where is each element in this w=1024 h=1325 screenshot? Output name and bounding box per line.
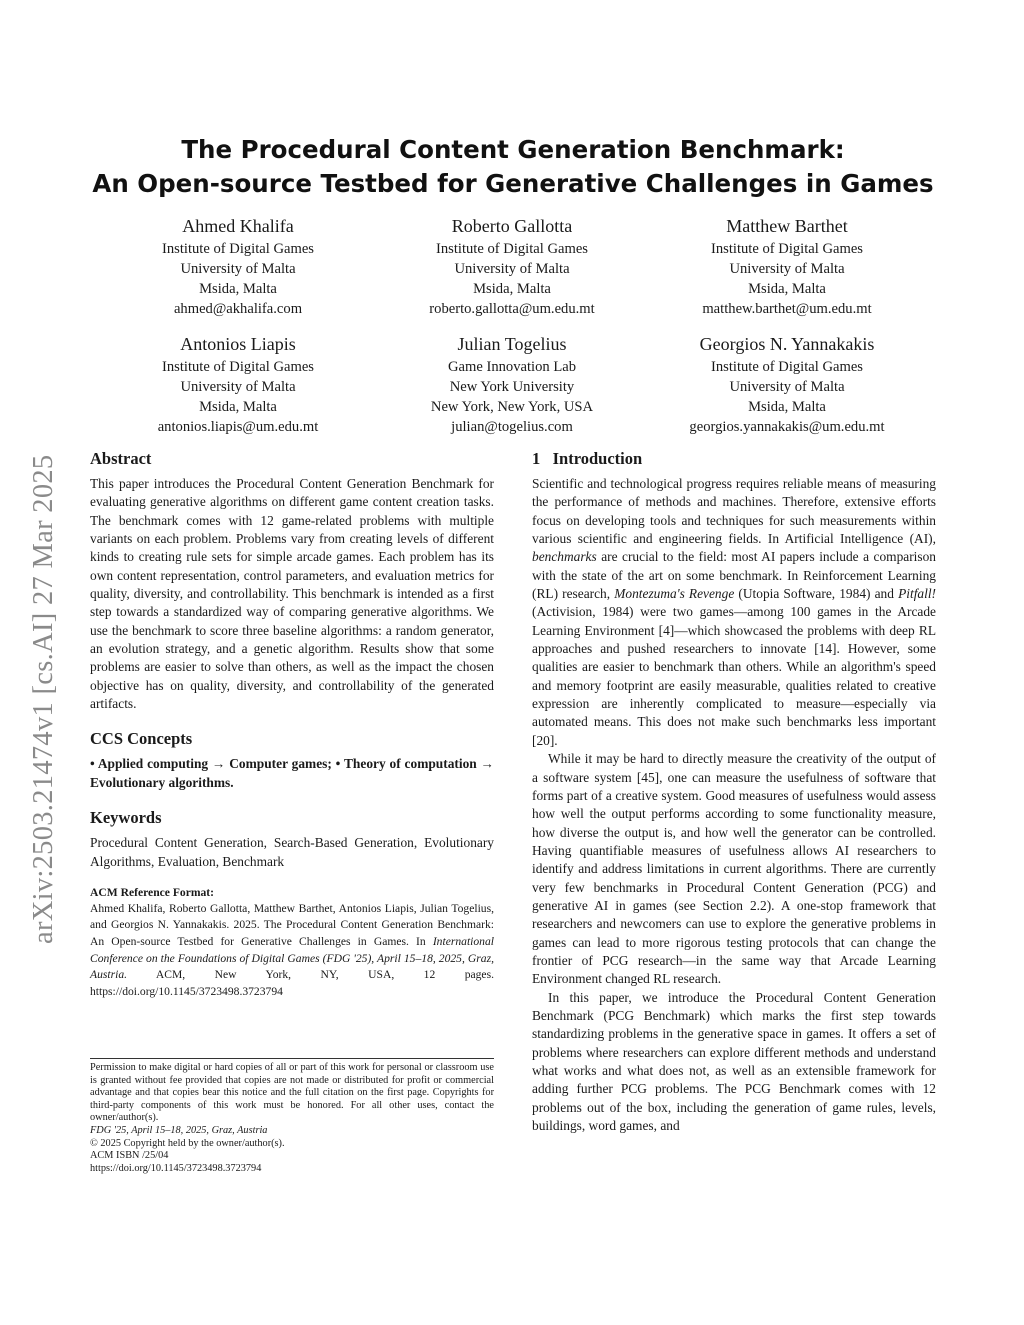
intro-text: (Activision, 1984) were two games—among 100 games in the Arcade Learning Environment [4]—which showcased the problems with deep RL approaches and pushed researchers to innovate [14]. However, some qualities are easier to benchmark than others. While an algorithm's speed and memory footprint are easily measurable, qualities related to creative expression are inherently complicated to measure—especially via automated means. This does not make such benchmarks less important [20]. [532,604,936,748]
introduction-paragraph-2: While it may be hard to directly measure the creativity of the output of a software system [45], one can measure the usefulness of software that forms part of a creative system. Good measures of usefulness would assess how well the output performs according to some functionality measure, how diverse the output is, and how well the generator can be controlled. Having quantifiable measures of usefulness allows AI researchers to identify and address limitations in current algorithms. There are currently very few benchmarks in Procedural Content Generation (PCG) and generative AI in games (see Section 2.2). A one-stop framework that researchers and newcomers can use to explore the generative problems in games can lead to more rigorous testing protocols that can change the frontier of PCG research—in the same way that Arcade Learning Environment changed RL research. [532,751,936,987]
permission-notice: Permission to make digital or hard copies of all or part of this work for personal or classroom use is granted without fee provided that copies are not made or distributed for profit or commercial advantage and that copies bear this notice and the full citation on the first page. Copyrights for third-party components of this work must be honored. For all other uses, contact the owner/author(s). [90,1062,494,1124]
author-location: Msida, Malta [199,281,277,297]
author-location: New York, New York, USA [430,399,594,415]
ccs-heading: CCS Concepts [90,729,193,749]
acm-reference-tail[interactable]: ACM, New York, NY, USA, 12 pages. https://doi.org/10.1145/3723498.3723794 [90,968,494,998]
author-name: Ahmed Khalifa [182,216,294,236]
intro-text: (Utopia Software, 1984) and [734,586,899,602]
author-location: Msida, Malta [473,281,551,297]
abstract-heading: Abstract [90,449,152,468]
author-affiliation: Institute of Digital Games [162,241,314,257]
author-name: Roberto Gallotta [451,216,573,236]
keywords-text: Procedural Content Generation, Search-Based Generation, Evolutionary Algorithms, Evaluation, Benchmark [90,835,494,869]
paper-title [90,133,936,201]
paper-title-line-1: The Procedural Content Generation Benchmark: [181,135,845,164]
author-affiliation: University of Malta [729,261,845,277]
author-block [657,332,917,437]
author-email[interactable]: roberto.gallotta@um.edu.mt [429,301,595,317]
author-affiliation: University of Malta [454,261,570,277]
footnote-isbn: ACM ISBN /25/04 [90,1150,169,1162]
footnote-doi[interactable]: https://doi.org/10.1145/3723498.3723794 [90,1162,262,1174]
author-email[interactable]: georgios.yannakakis@um.edu.mt [689,419,885,435]
author-block [382,332,642,437]
author-email[interactable]: ahmed@akhalifa.com [173,301,303,317]
author-affiliation: University of Malta [180,261,296,277]
author-affiliation: Institute of Digital Games [711,359,863,375]
footnote-venue: FDG '25, April 15–18, 2025, Graz, Austria [90,1124,268,1136]
intro-emphasis: Pitfall! [898,586,937,602]
acm-reference-authors: Ahmed Khalifa, Roberto Gallotta, Matthew Barthet, Antonios Liapis, Julian Togelius, and Georgios N. Yannakakis. 2025. The Procedural Content Generation Benchmark: An Open-source Testbed for Generative Challenges in Games. In [90,901,494,949]
intro-text: Scientific and technological progress requires reliable means of measuring the performance of methods and machines. Therefore, extensive efforts focus on developing tools and techniques for such measurements within various scientific and engineering fields. In Artificial Intelligence (AI), [532,476,936,547]
acm-reference-text [90,901,494,1001]
author-affiliation: Institute of Digital Games [436,241,588,257]
author-block [657,214,917,319]
author-name: Matthew Barthet [726,216,848,236]
author-affiliation: University of Malta [180,379,296,395]
author-location: Msida, Malta [748,399,826,415]
author-affiliation: New York University [449,379,575,395]
introduction-paragraph-1 [532,475,936,750]
author-block [108,332,368,437]
author-block [382,214,642,319]
author-email[interactable]: julian@togelius.com [451,419,573,435]
author-affiliation: Game Innovation Lab [447,359,577,375]
intro-text: are crucial to the field: most AI papers include a comparison with the state of the art on some benchmark. In Reinforcement Learning (RL) research, [532,549,936,602]
acm-reference-venue: International Conference on the Foundations of Digital Games (FDG '25), April 15–18, 2025, Graz, Austria. [90,935,494,982]
abstract-text: This paper introduces the Procedural Content Generation Benchmark for evaluating generative algorithms on different game content creation tasks. The benchmark comes with 12 game-related problems with multiple variants on each problem. Problems vary from creating levels of different kinds to creating rule sets for simple arcade games. Each problem has its own content representation, control parameters, and evaluation metrics for quality, diversity, and controllability. This benchmark is intended as a first step towards a standardized way of comparing generative algorithms. We use the benchmark to score three baseline algorithms: a random generator, an evolution strategy, and a genetic algorithm. Results show that some problems are easier to solve than others, as well as the impact the chosen objective has on quality, diversity, and controllability of the generated artifacts. [90,476,494,712]
paper-title-line-2: An Open-source Testbed for Generative Challenges in Games [92,169,934,198]
author-name: Georgios N. Yannakakis [699,334,875,354]
author-affiliation: Institute of Digital Games [162,359,314,375]
author-affiliation: Institute of Digital Games [711,241,863,257]
keywords-heading: Keywords [90,808,162,828]
copyright-footnote [90,1062,494,1175]
author-affiliation: University of Malta [729,379,845,395]
introduction-heading: 1 Introduction [532,449,643,468]
arxiv-identifier[interactable]: arXiv:2503.21474v1 [cs.AI] 27 Mar 2025 [28,454,59,944]
right-column [532,449,936,1135]
footnote-divider [90,1058,494,1059]
author-email[interactable]: matthew.barthet@um.edu.mt [702,301,872,317]
acm-reference-heading: ACM Reference Format: [90,885,215,899]
author-block [108,214,368,319]
author-email[interactable]: antonios.liapis@um.edu.mt [157,419,319,435]
ccs-text: • Applied computing → Computer games; • Theory of computation → Evolutionary algorithms. [90,756,494,790]
intro-emphasis: benchmarks [532,549,597,565]
intro-emphasis: Montezuma's Revenge [614,586,735,602]
footnote-copyright: © 2025 Copyright held by the owner/author(s). [90,1137,285,1149]
author-name: Julian Togelius [457,334,567,354]
author-name: Antonios Liapis [180,334,296,354]
left-column [90,449,494,1000]
author-location: Msida, Malta [199,399,277,415]
author-location: Msida, Malta [748,281,826,297]
introduction-paragraph-3: In this paper, we introduce the Procedural Content Generation Benchmark (PCG Benchmark) which marks the first step towards standardizing problems in the generative space in games. It offers a set of problems where researchers can explore different methods and understand what works and what does not, as well as an extensible framework for adding further PCG problems. The PCG Benchmark comes with 12 problems out of the box, including the generation of game rules, levels, buildings, word games, and [532,989,936,1134]
